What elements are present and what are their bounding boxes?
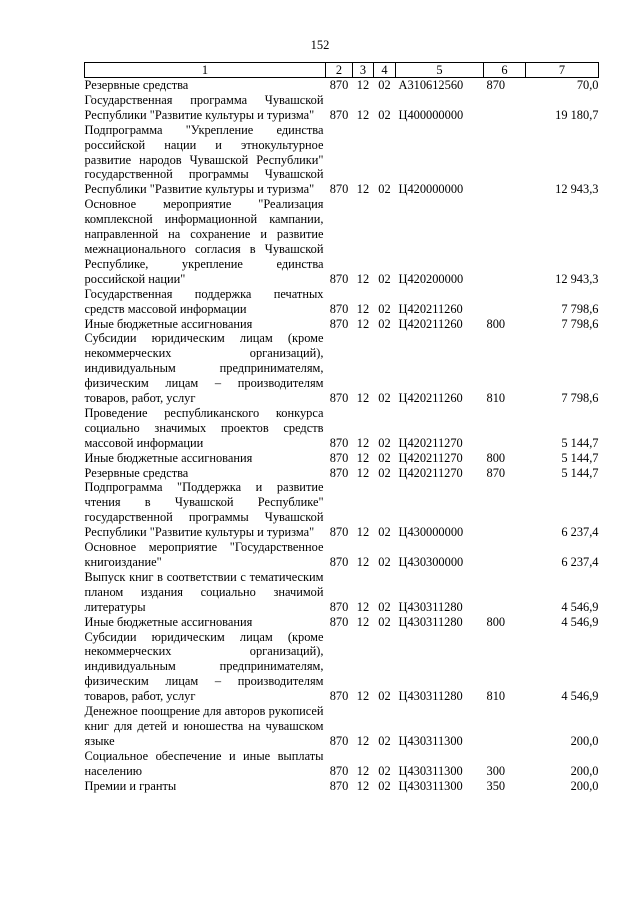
table-row <box>85 317 599 332</box>
row-target-article: Ц430311300 <box>398 778 463 793</box>
row-code-3: 12 <box>356 316 370 331</box>
row-code-3: 12 <box>356 391 370 406</box>
row-code-2: 870 <box>329 316 349 331</box>
table-row <box>85 123 599 198</box>
table-row <box>85 331 599 406</box>
row-name: Подпрограмма "Поддержка и развитие чтения в Чувашской Республике" государственной программы Чувашской Республики "Развитие культуры и туризма" <box>84 480 324 540</box>
row-code-3: 12 <box>356 778 370 793</box>
table-header <box>85 63 599 78</box>
row-amount: 4 546,9 <box>561 599 599 614</box>
row-code-4: 02 <box>378 778 391 793</box>
row-target-article: Ц420211270 <box>398 435 463 450</box>
row-code-4: 02 <box>378 450 391 465</box>
row-code-4: 02 <box>378 182 391 197</box>
row-code-2: 870 <box>329 78 349 92</box>
row-expense-type <box>484 570 526 615</box>
row-expense-type <box>484 93 526 123</box>
row-code-4: 02 <box>378 689 391 704</box>
row-target-article: Ц430311280 <box>398 689 463 704</box>
row-name: Денежное поощрение для авторов рукописей книг для детей и юношества на чувашском языке <box>84 704 324 748</box>
row-code-2: 870 <box>329 391 349 406</box>
row-expense-type: 870 <box>486 78 506 92</box>
row-expense-type: 810 <box>486 391 506 406</box>
row-target-article: Ц430311300 <box>398 763 463 778</box>
row-expense-type: 800 <box>486 614 506 629</box>
header-col-6: 6 <box>484 63 526 78</box>
row-code-3: 12 <box>356 733 370 748</box>
row-code-4: 02 <box>378 763 391 778</box>
row-code-3: 12 <box>356 450 370 465</box>
row-code-4: 02 <box>378 465 391 480</box>
row-expense-type: 300 <box>486 763 506 778</box>
table-row <box>85 93 599 123</box>
row-expense-type <box>484 540 526 570</box>
row-target-article: Ц430311280 <box>398 599 463 614</box>
table-row <box>85 197 599 286</box>
row-code-2: 870 <box>329 599 349 614</box>
header-col-4: 4 <box>374 63 396 78</box>
row-amount: 6 237,4 <box>561 555 599 569</box>
row-code-4: 02 <box>378 78 391 92</box>
row-code-2: 870 <box>329 107 349 122</box>
row-expense-type <box>484 287 526 317</box>
row-code-2: 870 <box>329 555 349 569</box>
row-target-article: Ц420000000 <box>398 182 464 197</box>
budget-table <box>84 62 599 794</box>
header-col-5: 5 <box>396 63 484 78</box>
page-number: 152 <box>310 38 330 52</box>
row-amount: 200,0 <box>570 778 599 793</box>
row-code-3: 12 <box>356 689 370 704</box>
row-code-2: 870 <box>329 450 349 465</box>
row-amount: 5 144,7 <box>561 450 599 465</box>
row-name: Резервные средства <box>84 465 189 480</box>
row-code-4: 02 <box>378 435 391 450</box>
row-code-3: 12 <box>356 465 370 480</box>
row-code-3: 12 <box>356 525 370 540</box>
table-row <box>85 630 599 705</box>
row-code-4: 02 <box>378 599 391 614</box>
row-code-3: 12 <box>356 614 370 629</box>
row-target-article: Ц400000000 <box>398 107 464 122</box>
row-code-4: 02 <box>378 614 391 629</box>
row-code-2: 870 <box>329 435 349 450</box>
row-name: Основное мероприятие "Государственное книгоиздание" <box>84 540 324 569</box>
row-name: Резервные средства <box>84 78 189 92</box>
table-row <box>85 540 599 570</box>
row-code-2: 870 <box>329 778 349 793</box>
row-target-article: Ц420211270 <box>398 450 463 465</box>
row-amount: 5 144,7 <box>561 435 599 450</box>
row-expense-type: 870 <box>486 465 506 480</box>
table-row <box>85 451 599 466</box>
row-amount: 12 943,3 <box>555 182 599 197</box>
row-code-2: 870 <box>329 271 349 286</box>
row-amount: 19 180,7 <box>555 107 599 122</box>
row-code-2: 870 <box>329 614 349 629</box>
row-code-3: 12 <box>356 78 370 92</box>
row-expense-type: 800 <box>486 450 506 465</box>
row-code-3: 12 <box>356 271 370 286</box>
row-name: Иные бюджетные ассигнования <box>84 614 253 629</box>
row-name: Государственная поддержка печатных средств массовой информации <box>84 286 324 316</box>
row-amount: 4 546,9 <box>561 614 599 629</box>
row-code-4: 02 <box>378 316 391 331</box>
row-name: Субсидии юридическим лицам (кроме некоммерческих организаций), индивидуальным предпринимателям, физическим лицам – производителям товаров, работ, услуг <box>84 331 324 406</box>
row-name: Выпуск книг в соответствии с тематическим планом издания социально значимой литературы <box>84 569 324 614</box>
table-row <box>85 78 599 93</box>
row-code-2: 870 <box>329 301 349 316</box>
row-target-article: Ц420211260 <box>398 316 463 331</box>
row-code-2: 870 <box>329 525 349 540</box>
row-amount: 6 237,4 <box>561 525 599 540</box>
row-amount: 200,0 <box>570 733 599 748</box>
row-target-article: Ц420200000 <box>398 271 464 286</box>
row-expense-type <box>484 197 526 286</box>
row-name: Иные бюджетные ассигнования <box>84 450 253 465</box>
row-amount: 12 943,3 <box>555 271 599 286</box>
row-name: Проведение республиканского конкурса социально значимых проектов средств массовой информации <box>84 405 324 450</box>
row-amount: 7 798,6 <box>561 391 599 406</box>
table-body <box>85 78 599 794</box>
row-name: Основное мероприятие "Реализация комплексной информационной кампании, направленной на сохранение и развитие межнационального согласия в Чувашской Республике, укрепление единства российской нации" <box>84 197 324 286</box>
table-row <box>85 704 599 749</box>
row-target-article: А310612560 <box>398 78 464 92</box>
row-code-4: 02 <box>378 107 391 122</box>
row-code-3: 12 <box>356 107 370 122</box>
header-col-7: 7 <box>526 63 599 78</box>
row-expense-type: 350 <box>486 778 506 793</box>
row-name: Премии и гранты <box>84 778 177 793</box>
row-code-3: 12 <box>356 555 370 569</box>
header-col-2: 2 <box>326 63 353 78</box>
row-target-article: Ц430000000 <box>398 525 464 540</box>
row-target-article: Ц420211260 <box>398 301 463 316</box>
row-code-4: 02 <box>378 391 391 406</box>
row-expense-type <box>484 123 526 198</box>
table-row <box>85 406 599 451</box>
row-name: Социальное обеспечение и иные выплаты населению <box>84 748 324 778</box>
table-row <box>85 749 599 779</box>
row-amount: 7 798,6 <box>561 301 599 316</box>
row-expense-type: 810 <box>486 689 506 704</box>
table-row <box>85 480 599 540</box>
table-row <box>85 287 599 317</box>
table-row <box>85 570 599 615</box>
row-amount: 200,0 <box>570 763 599 778</box>
row-code-4: 02 <box>378 271 391 286</box>
row-code-2: 870 <box>329 733 349 748</box>
row-name: Подпрограмма "Укрепление единства российской нации и этнокультурное развитие народов Чувашской Республики" государственной программы Чувашской Республики "Развитие культуры и туризма" <box>84 122 324 197</box>
row-name: Субсидии юридическим лицам (кроме некоммерческих организаций), индивидуальным предпринимателям, физическим лицам – производителям товаров, работ, услуг <box>84 629 324 704</box>
row-amount: 7 798,6 <box>561 316 599 331</box>
table-row <box>85 466 599 481</box>
row-target-article: Ц420211260 <box>398 391 463 406</box>
row-code-3: 12 <box>356 599 370 614</box>
row-name: Иные бюджетные ассигнования <box>84 316 253 331</box>
row-target-article: Ц420211270 <box>398 465 463 480</box>
row-code-3: 12 <box>356 763 370 778</box>
header-col-3: 3 <box>353 63 374 78</box>
row-code-4: 02 <box>378 555 391 569</box>
row-target-article: Ц430311280 <box>398 614 463 629</box>
table-row <box>85 615 599 630</box>
row-name: Государственная программа Чувашской Республики "Развитие культуры и туризма" <box>84 92 324 122</box>
row-amount: 5 144,7 <box>561 465 599 480</box>
row-expense-type <box>484 704 526 749</box>
row-expense-type <box>484 480 526 540</box>
row-code-4: 02 <box>378 733 391 748</box>
row-code-2: 870 <box>329 689 349 704</box>
row-code-4: 02 <box>378 301 391 316</box>
row-target-article: Ц430300000 <box>398 555 464 569</box>
row-amount: 70,0 <box>576 78 599 92</box>
row-expense-type <box>484 406 526 451</box>
row-code-2: 870 <box>329 763 349 778</box>
row-code-2: 870 <box>329 182 349 197</box>
row-code-2: 870 <box>329 465 349 480</box>
row-code-4: 02 <box>378 525 391 540</box>
row-code-3: 12 <box>356 435 370 450</box>
row-expense-type: 800 <box>486 316 506 331</box>
row-amount: 4 546,9 <box>561 689 599 704</box>
header-col-1: 1 <box>85 63 326 78</box>
row-code-3: 12 <box>356 301 370 316</box>
table-row <box>85 779 599 794</box>
row-code-3: 12 <box>356 182 370 197</box>
row-target-article: Ц430311300 <box>398 733 463 748</box>
